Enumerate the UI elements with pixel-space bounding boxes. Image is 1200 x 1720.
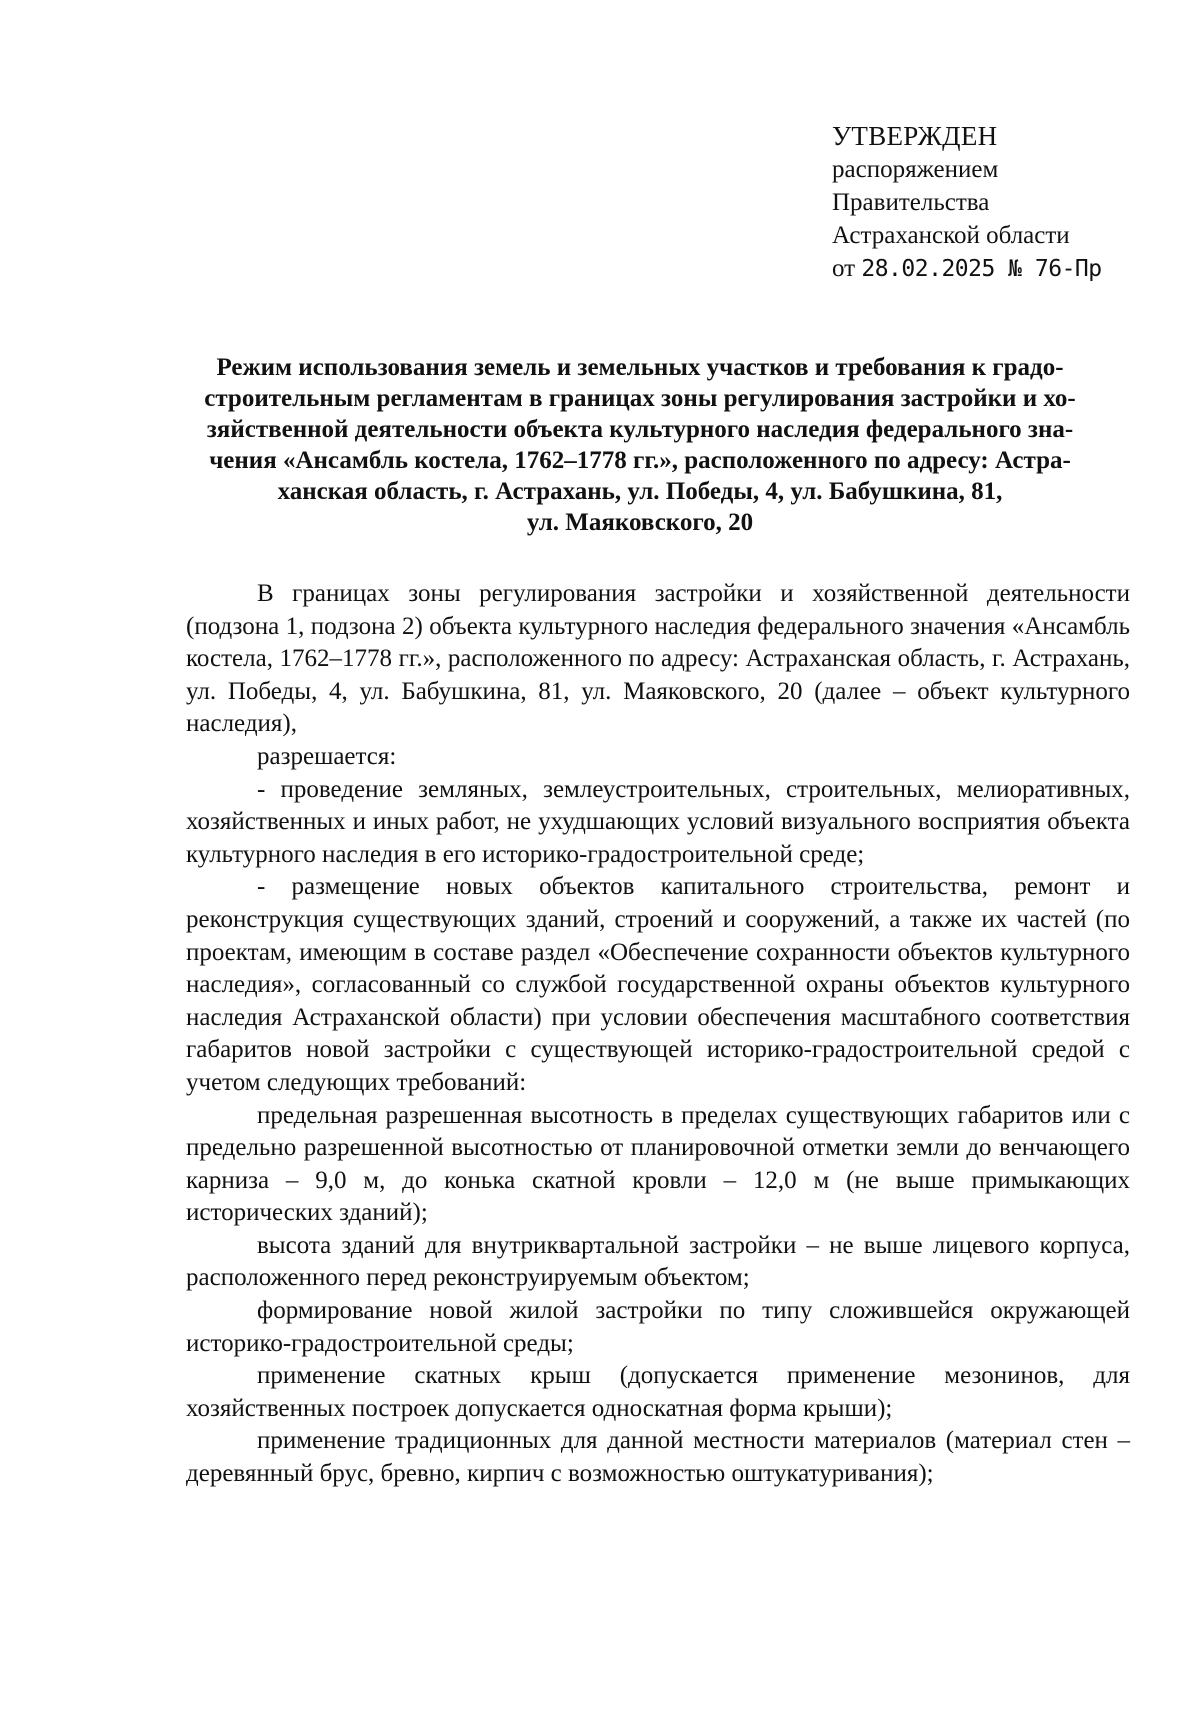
body-paragraph: высота зданий для внутриквартальной застройки – не выше лицевого корпуса, расположенного перед реконструируемым объектом; bbox=[186, 1231, 1130, 1292]
body-paragraph: - проведение земляных, землеустроительных, строительных, мелиоративных, хозяйственных и иных работ, не ухудшающих условий визуального восприятия объекта культурного наследия в его историко-градостроительной среде; bbox=[186, 775, 1130, 868]
title-line: Режим использования земель и земельных участков и требования к градо- bbox=[216, 354, 1064, 381]
title-line: чения «Ансамбль костела, 1762–1778 гг.», расположенного по адресу: Астра- bbox=[209, 447, 1071, 474]
title-line: строительным регламентам в границах зоны регулирования застройки и хо- bbox=[204, 385, 1076, 412]
document-title bbox=[180, 352, 1100, 538]
approval-line-1: распоряжением bbox=[832, 156, 999, 183]
body-paragraph: - размещение новых объектов капитального строительства, ремонт и реконструкция существующих зданий, строений и сооружений, а также их частей (по проектам, имеющим в составе раздел «Обеспечение сохранности объектов культурного наследия», согласованный со службой государственной охраны объектов культурного наследия Астраханской области) при условии обеспечения масштабного соответствия габаритов новой застройки с существующей историко-градостроительной средой с учетом следующих требований: bbox=[186, 873, 1130, 1096]
approval-date-prefix: от bbox=[832, 255, 856, 282]
body-paragraph: разрешается: bbox=[257, 742, 397, 770]
approval-stamp bbox=[832, 120, 1172, 286]
document-body bbox=[186, 578, 1130, 1491]
approval-heading: УТВЕРЖДЕН bbox=[832, 121, 998, 151]
body-paragraph: формирование новой жилой застройки по типу сложившейся окружающей историко-градостроительной среды; bbox=[186, 1297, 1130, 1357]
body-paragraph: применение скатных крыш (допускается применение мезонинов, для хозяйственных построек допускается односкатная форма крыши); bbox=[186, 1362, 1130, 1422]
approval-line-3: Астраханской области bbox=[832, 222, 1070, 249]
title-line: зяйственной деятельности объекта культурного наследия федерального зна- bbox=[206, 416, 1074, 443]
title-line: ул. Маяковского, 20 bbox=[526, 509, 754, 536]
approval-date-line bbox=[832, 252, 1172, 286]
body-paragraph: В границах зоны регулирования застройки и хозяйственной деятельности (подзона 1, подзона 2) объекта культурного наследия федерального значения «Ансамбль костела, 1762–1778 гг.», расположенного по адресу: Астраханская область, г. Астрахань, ул. Победы, 4, ул. Бабушкина, 81, ул. Маяковского, 20 (далее – объект культурного наследия), bbox=[186, 580, 1130, 738]
body-paragraph: предельная разрешенная высотность в пределах существующих габаритов или с предельно разрешенной высотностью от планировочной отметки земли до венчающего карниза – 9,0 м, до конька скатной кровли – 12,0 м (не выше примыкающих исторических зданий); bbox=[186, 1101, 1130, 1227]
approval-date-value: 28.02.2025 № 76-Пр bbox=[861, 256, 1102, 282]
body-paragraph: применение традиционных для данной местности материалов (материал стен – деревянный брус, бревно, кирпич с возможностью оштукатуривания); bbox=[186, 1427, 1130, 1488]
approval-line-2: Правительства bbox=[832, 189, 990, 216]
title-line: ханская область, г. Астрахань, ул. Победы, 4, ул. Бабушкина, 81, bbox=[277, 478, 1003, 505]
